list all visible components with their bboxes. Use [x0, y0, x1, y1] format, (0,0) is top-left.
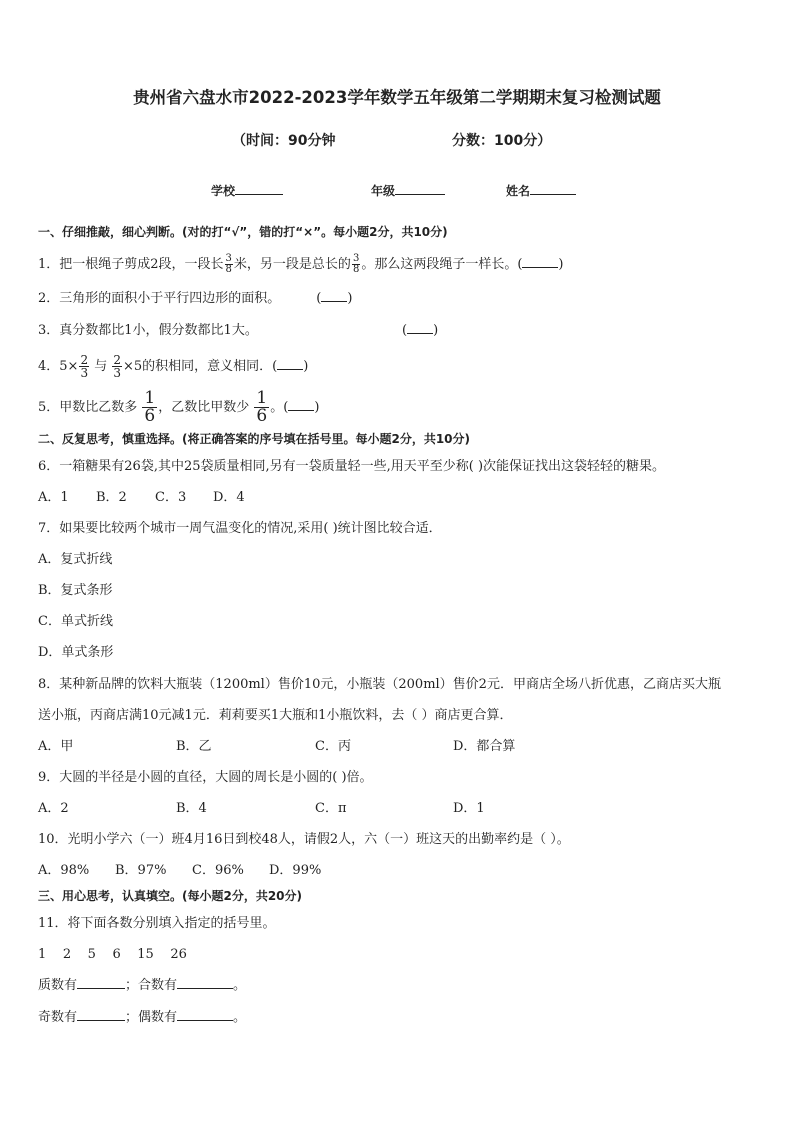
fraction-3-8: $\frac{3}{8}$ [352, 253, 360, 275]
question-3-answer: ( ) [402, 323, 439, 338]
q7-option-a: A．复式折线 [38, 552, 113, 567]
school-label: 学校 [211, 184, 236, 198]
q8-option-c: C．丙 [315, 739, 351, 754]
question-2: 2．三角形的面积小于平行四边形的面积。 ( ) [38, 291, 353, 306]
question-9: 9．大圆的半径是小圆的直径，大圆的周长是小圆的( )倍。 [38, 770, 373, 785]
q10-option-d: D．99% [269, 863, 322, 878]
odd-even-line: 奇数有 ；偶数有 。 [38, 1010, 247, 1025]
q6-option-a: A．1 [38, 490, 69, 505]
section3-heading: 三、用心思考，认真填空。(每小题2分，共20分) [38, 889, 303, 903]
question-5: 5．甲数比乙数多 $\frac{1}{6}$ ，乙数比甲数少 $\frac{1}{6}$ 。( ) [38, 388, 320, 426]
q6-option-b: B．2 [96, 490, 127, 505]
q6-option-d: D．4 [213, 490, 245, 505]
exam-time: （时间：90分钟 [232, 133, 336, 149]
exam-score: 分数：100分） [452, 133, 552, 149]
question-1: 1．把一根绳子剪成2段，一段长 $\frac{3}{8}$ 米，另一段是总长的 $\frac{3}{8}$ 。那么这两段绳子一样长。( ) [38, 253, 564, 275]
q9-option-b: B．4 [176, 801, 207, 816]
fraction-3-8: $\frac{3}{8}$ [225, 253, 232, 275]
q10-option-a: A．98% [38, 863, 90, 878]
q7-option-b: B．复式条形 [38, 583, 113, 598]
q6-option-c: C．3 [155, 490, 187, 505]
question-8-line1: 8．某种新品牌的饮料大瓶装（1200ml）售价10元，小瓶装（200ml）售价2元．甲商店全场八折优惠，乙商店买大瓶 [38, 677, 721, 692]
school-field [211, 182, 283, 200]
section2-heading: 二、反复思考，慎重选择。(将正确答案的序号填在括号里。每小题2分，共10分) [38, 432, 471, 446]
question-7: 7．如果要比较两个城市一周气温变化的情况,采用( )统计图比较合适． [38, 521, 442, 536]
fraction-1-6: $\frac{1}{6}$ [256, 388, 268, 426]
grade-field [371, 182, 445, 200]
q8-option-b: B．乙 [176, 739, 212, 754]
fraction-2-3: $\frac{2}{3}$ [80, 353, 89, 380]
question-3: 3．真分数都比1小，假分数都比1大。 [38, 323, 258, 338]
fraction-2-3: $\frac{2}{3}$ [113, 353, 122, 380]
q8-option-a: A．甲 [38, 739, 74, 754]
grade-label: 年级 [371, 184, 396, 198]
number-list: 1 2 5 6 15 26 [38, 947, 187, 962]
q10-option-c: C．96% [192, 863, 244, 878]
question-8-line2: 送小瓶，丙商店满10元减1元．莉莉要买1大瓶和1小瓶饮料，去（ ）商店更合算． [38, 708, 513, 723]
q9-option-c: C．π [315, 801, 347, 816]
q9-option-d: D．1 [453, 801, 485, 816]
q8-option-d: D．都合算 [453, 739, 516, 754]
name-field [506, 182, 576, 200]
question-11: 11．将下面各数分别填入指定的括号里。 [38, 916, 276, 931]
prime-composite-line: 质数有 ；合数有 。 [38, 978, 247, 993]
page-title: 贵州省六盘水市2022-2023学年数学五年级第二学期期末复习检测试题 [133, 88, 661, 107]
fraction-1-6: $\frac{1}{6}$ [144, 388, 156, 426]
q7-option-d: D．单式条形 [38, 645, 114, 660]
section1-heading: 一、仔细推敲，细心判断。(对的打“√”，错的打“×”。每小题2分，共10分) [38, 225, 448, 239]
q10-option-b: B．97% [115, 863, 167, 878]
name-label: 姓名 [506, 184, 531, 198]
question-10: 10．光明小学六（一）班4月16日到校48人，请假2人，六（一）班这天的出勤率约是（ ）。 [38, 832, 570, 847]
q9-option-a: A．2 [38, 801, 69, 816]
q7-option-c: C．单式折线 [38, 614, 113, 629]
question-6: 6．一箱糖果有26袋,其中25袋质量相同,另有一袋质量轻一些,用天平至少称( )次能保证找出这袋轻轻的糖果。 [38, 459, 666, 474]
question-4: 4．5× $\frac{2}{3}$ 与 $\frac{2}{3}$ ×5的积相同，意义相同．( ) [38, 353, 309, 380]
